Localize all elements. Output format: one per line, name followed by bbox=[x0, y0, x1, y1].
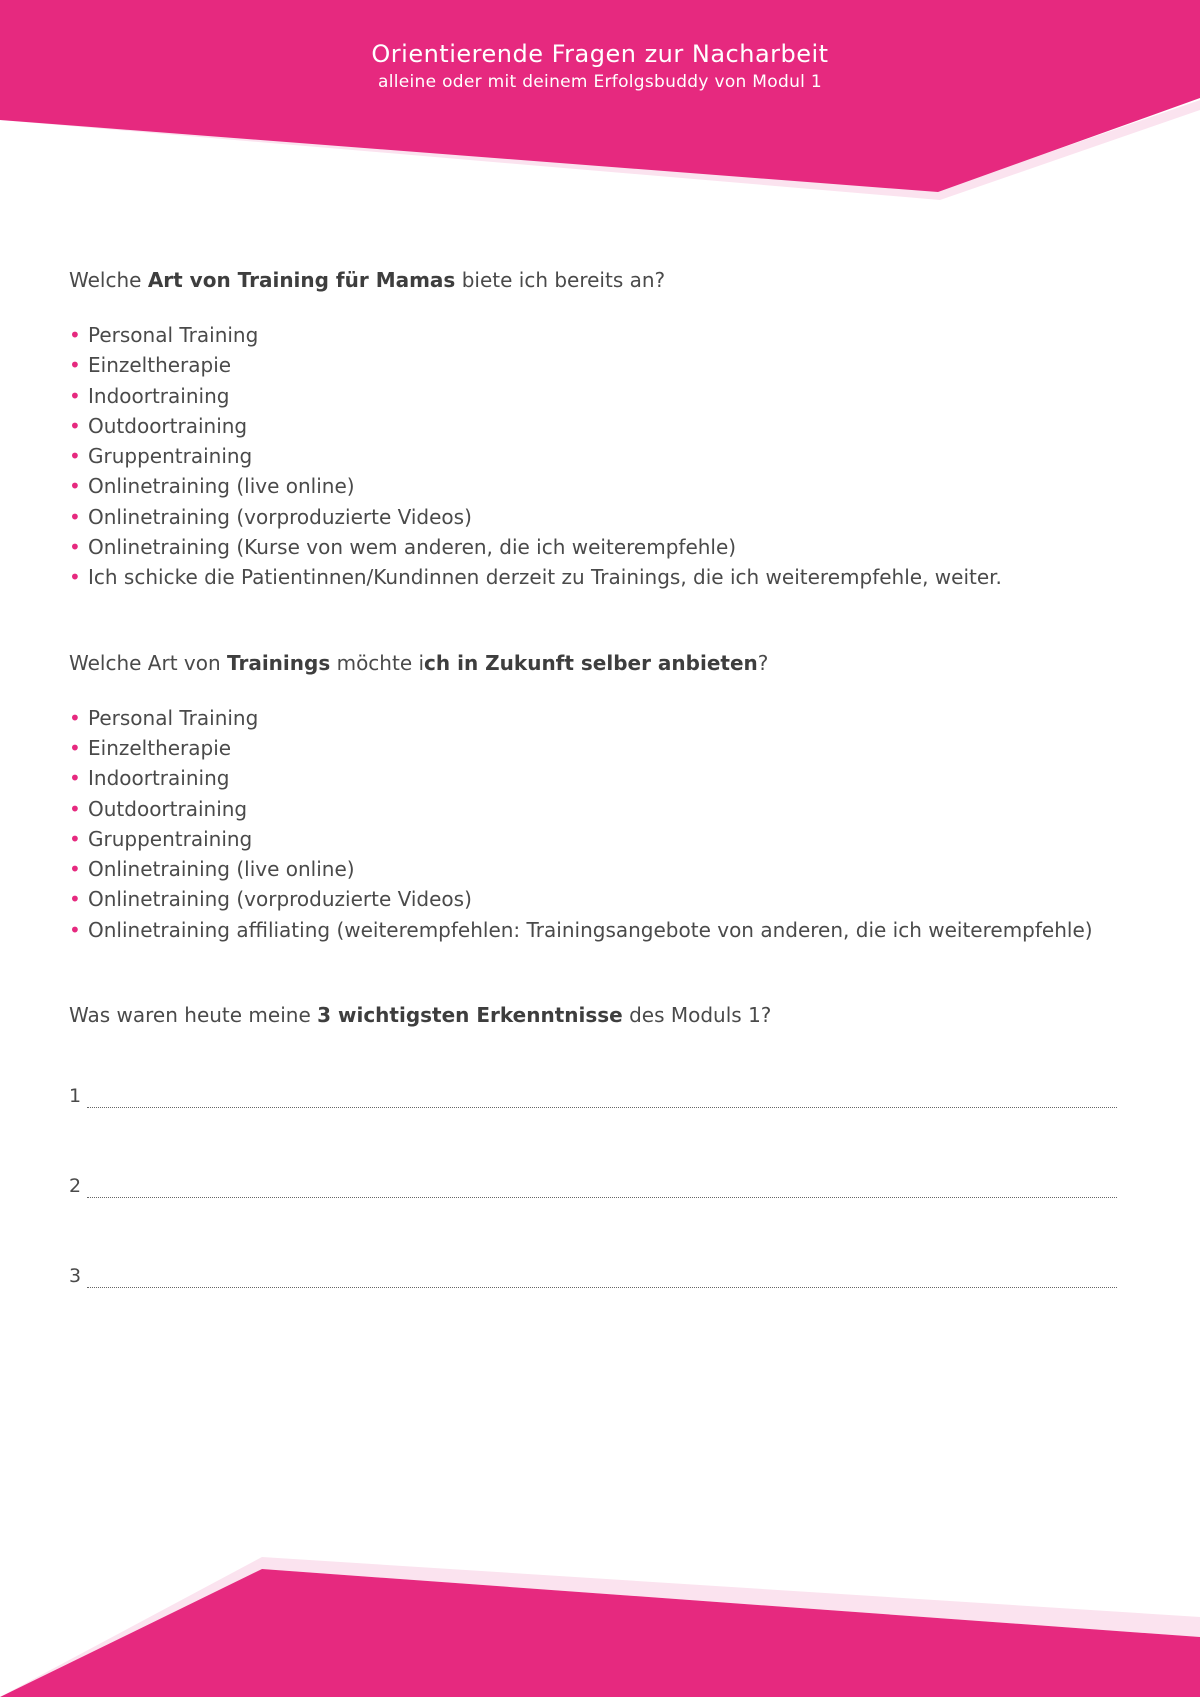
option-label: Onlinetraining (vorproduzierte Videos) bbox=[88, 887, 472, 912]
bullet-icon: • bbox=[69, 504, 81, 529]
bullet-icon: • bbox=[69, 705, 81, 730]
page-subtitle: alleine oder mit deinem Erfolgsbuddy von Modul 1 bbox=[378, 72, 822, 92]
question-text: Was waren heute meine bbox=[69, 1003, 318, 1028]
question-insights bbox=[69, 997, 1149, 1033]
bullet-icon: • bbox=[69, 766, 81, 791]
question-text: ? bbox=[757, 650, 769, 675]
bullet-icon: • bbox=[69, 796, 81, 821]
option-item[interactable] bbox=[69, 763, 1149, 793]
bullet-icon: • bbox=[69, 474, 81, 499]
section-current-training bbox=[69, 262, 1149, 593]
insight-lines bbox=[69, 1078, 1149, 1288]
option-item[interactable] bbox=[69, 733, 1149, 763]
bullet-icon: • bbox=[69, 383, 81, 408]
question-text: möchte i bbox=[330, 650, 425, 675]
option-label: Onlinetraining affiliating (weiterempfehlen: Trainingsangebote von anderen, die ich weiterempfehle) bbox=[88, 917, 1093, 942]
line-number: 3 bbox=[69, 1265, 82, 1288]
bullet-icon: • bbox=[69, 353, 81, 378]
option-label: Personal Training bbox=[88, 705, 259, 730]
option-item[interactable] bbox=[69, 441, 1149, 471]
question-emphasis: Art von Training für Mamas bbox=[147, 268, 456, 292]
bullet-icon: • bbox=[69, 857, 81, 882]
option-label: Gruppentraining bbox=[88, 826, 253, 851]
option-label: Personal Training bbox=[88, 323, 259, 347]
question-emphasis: ch in Zukunft selber anbieten bbox=[424, 650, 758, 675]
dotted-answer-line[interactable] bbox=[87, 1269, 1117, 1288]
worksheet-content bbox=[69, 262, 1149, 1348]
line-number: 1 bbox=[69, 1085, 82, 1108]
insight-line-1[interactable] bbox=[69, 1078, 1117, 1108]
option-label: Ich schicke die Patientinnen/Kundinnen derzeit zu Trainings, die ich weiterempfehle, weiter. bbox=[88, 565, 1002, 590]
option-label: Onlinetraining (vorproduzierte Videos) bbox=[88, 504, 472, 529]
header bbox=[0, 38, 1200, 94]
bullet-icon: • bbox=[69, 917, 81, 942]
bullet-icon: • bbox=[69, 535, 81, 560]
current-training-options bbox=[69, 320, 1149, 593]
question-future-training bbox=[69, 645, 1149, 681]
bullet-icon: • bbox=[69, 887, 81, 912]
option-item[interactable] bbox=[69, 320, 1149, 350]
question-emphasis: Trainings bbox=[227, 650, 331, 675]
option-item[interactable] bbox=[69, 824, 1149, 854]
option-item[interactable] bbox=[69, 794, 1149, 824]
option-item[interactable] bbox=[69, 854, 1149, 884]
section-future-training bbox=[69, 645, 1149, 945]
dotted-answer-line[interactable] bbox=[87, 1089, 1117, 1108]
option-label: Gruppentraining bbox=[88, 444, 253, 469]
bullet-icon: • bbox=[69, 444, 81, 469]
option-label: Outdoortraining bbox=[88, 413, 248, 438]
option-item[interactable] bbox=[69, 915, 1149, 945]
bullet-icon: • bbox=[69, 565, 81, 590]
header-banner bbox=[0, 0, 1200, 220]
footer-banner bbox=[0, 1537, 1200, 1697]
option-label: Outdoortraining bbox=[88, 796, 248, 821]
insight-line-2[interactable] bbox=[69, 1168, 1117, 1198]
question-emphasis: 3 wichtigsten Erkenntnisse bbox=[317, 1003, 623, 1028]
insight-line-3[interactable] bbox=[69, 1258, 1117, 1288]
dotted-answer-line[interactable] bbox=[87, 1179, 1117, 1198]
option-item[interactable] bbox=[69, 502, 1149, 532]
option-item[interactable] bbox=[69, 703, 1149, 733]
option-label: Indoortraining bbox=[88, 766, 230, 791]
bullet-icon: • bbox=[69, 826, 81, 851]
option-item[interactable] bbox=[69, 411, 1149, 441]
option-item[interactable] bbox=[69, 381, 1149, 411]
section-insights bbox=[69, 997, 1149, 1288]
bullet-icon: • bbox=[69, 323, 81, 347]
question-text: Welche bbox=[69, 268, 148, 292]
question-text: des Moduls 1? bbox=[622, 1003, 772, 1028]
option-item[interactable] bbox=[69, 532, 1149, 562]
option-label: Einzeltherapie bbox=[88, 353, 232, 378]
future-training-options bbox=[69, 703, 1149, 945]
question-text: Welche Art von bbox=[69, 650, 228, 675]
question-current-training bbox=[69, 262, 1149, 298]
bullet-icon: • bbox=[69, 735, 81, 760]
option-item[interactable] bbox=[69, 350, 1149, 380]
option-label: Onlinetraining (live online) bbox=[88, 857, 355, 882]
option-label: Onlinetraining (live online) bbox=[88, 474, 355, 499]
option-item[interactable] bbox=[69, 884, 1149, 914]
bullet-icon: • bbox=[69, 413, 81, 438]
question-text: biete ich bereits an? bbox=[455, 268, 666, 292]
option-item[interactable] bbox=[69, 471, 1149, 501]
option-label: Einzeltherapie bbox=[88, 735, 232, 760]
option-label: Indoortraining bbox=[88, 383, 230, 408]
option-label: Onlinetraining (Kurse von wem anderen, die ich weiterempfehle) bbox=[88, 535, 737, 560]
line-number: 2 bbox=[69, 1175, 82, 1198]
page-title: Orientierende Fragen zur Nacharbeit bbox=[371, 40, 829, 68]
option-item[interactable] bbox=[69, 562, 1149, 592]
